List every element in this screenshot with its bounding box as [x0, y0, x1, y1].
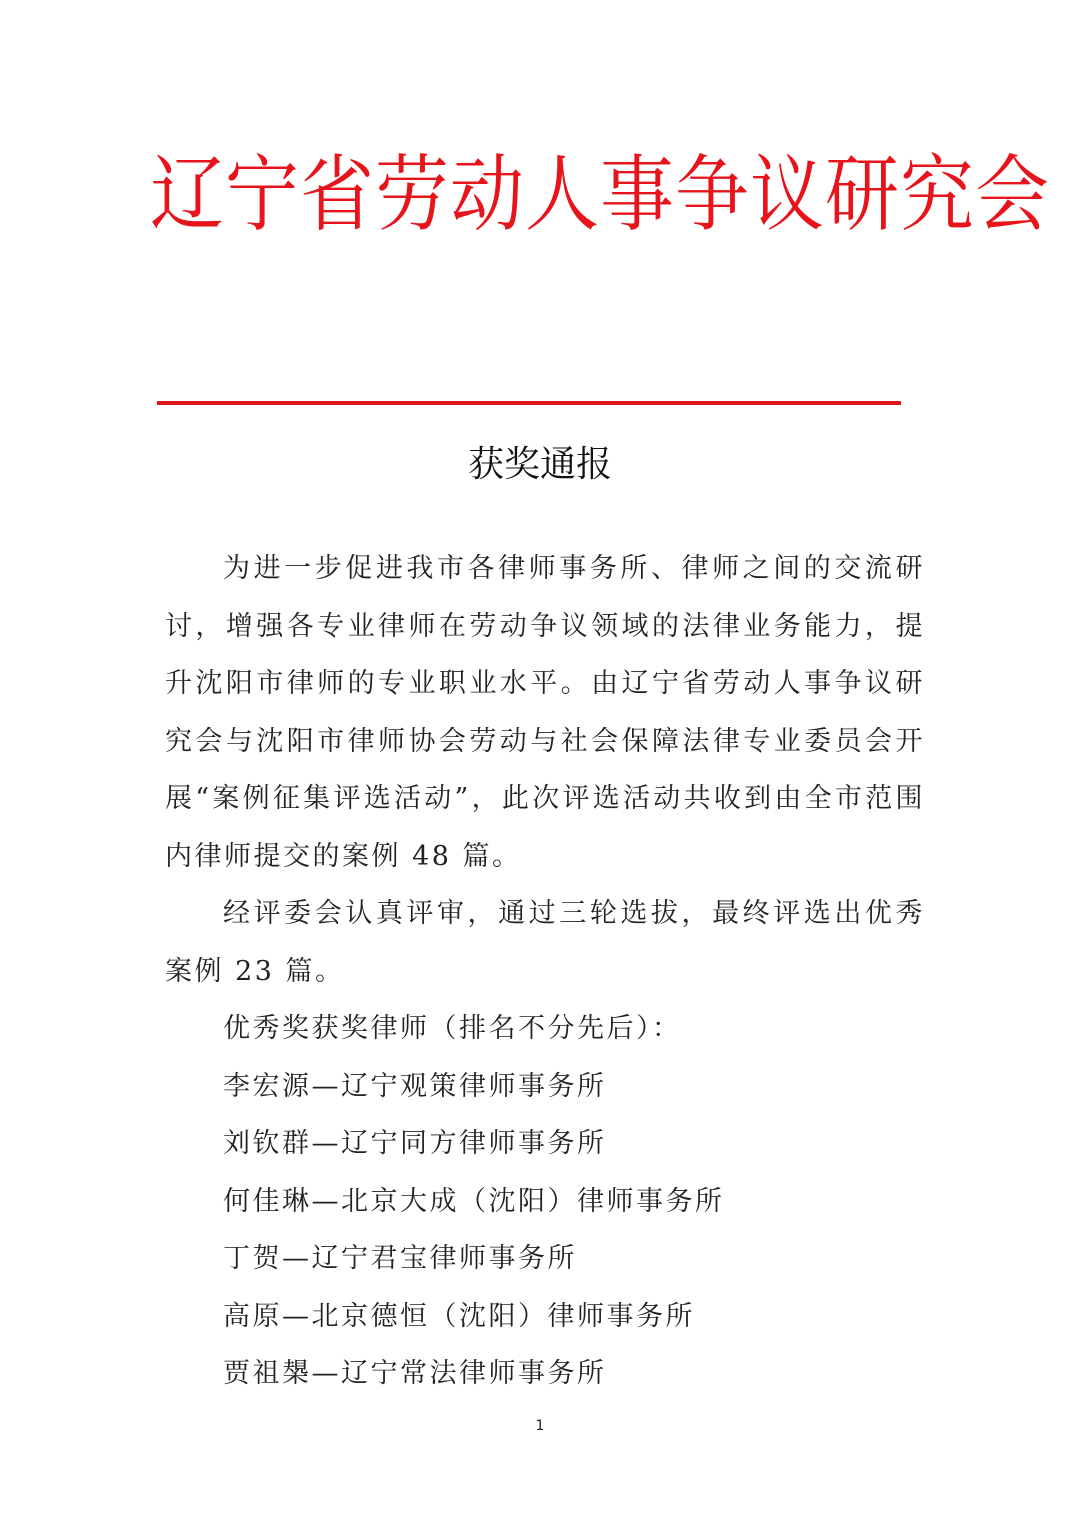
winner-list-item: 何佳琳—北京大成（沈阳）律师事务所 — [223, 1185, 725, 1217]
body-paragraph-intro: 为进一步促进我市各律师事务所、律师之间的交流研讨，增强各专业律师在劳动争议领域的法律业务能力，提升沈阳市律师的专业职业水平。由辽宁省劳动人事争议研究会与沈阳市律师协会劳动与社会保障法律专业委员会开展“案例征集评选活动”，此次评选活动共收到由全市范围内律师提交的案例 48 篇。 — [165, 553, 925, 872]
winner-list-item: 李宏源—辽宁观策律师事务所 — [223, 1070, 607, 1102]
letterhead-red-divider — [157, 401, 901, 405]
winner-list-item: 丁贺—辽宁君宝律师事务所 — [223, 1243, 577, 1274]
body-paragraph-result: 经评委会认真评审，通过三轮选拔，最终评选出优秀案例 23 篇。 — [165, 898, 925, 987]
winner-list-item: 高原—北京德恒（沈阳）律师事务所 — [223, 1300, 695, 1332]
organization-letterhead-title: 辽宁省劳动人事争议研究会 — [150, 146, 1050, 244]
award-list-heading: 优秀奖获奖律师（排名不分先后）： — [223, 1013, 682, 1044]
winner-list-item: 刘钦群—辽宁同方律师事务所 — [223, 1128, 607, 1159]
winner-list-item: 贾祖槼—辽宁常法律师事务所 — [223, 1358, 607, 1389]
page-number: 1 — [535, 1418, 545, 1434]
document-body — [165, 540, 925, 1403]
document-title: 获奖通报 — [467, 444, 612, 485]
